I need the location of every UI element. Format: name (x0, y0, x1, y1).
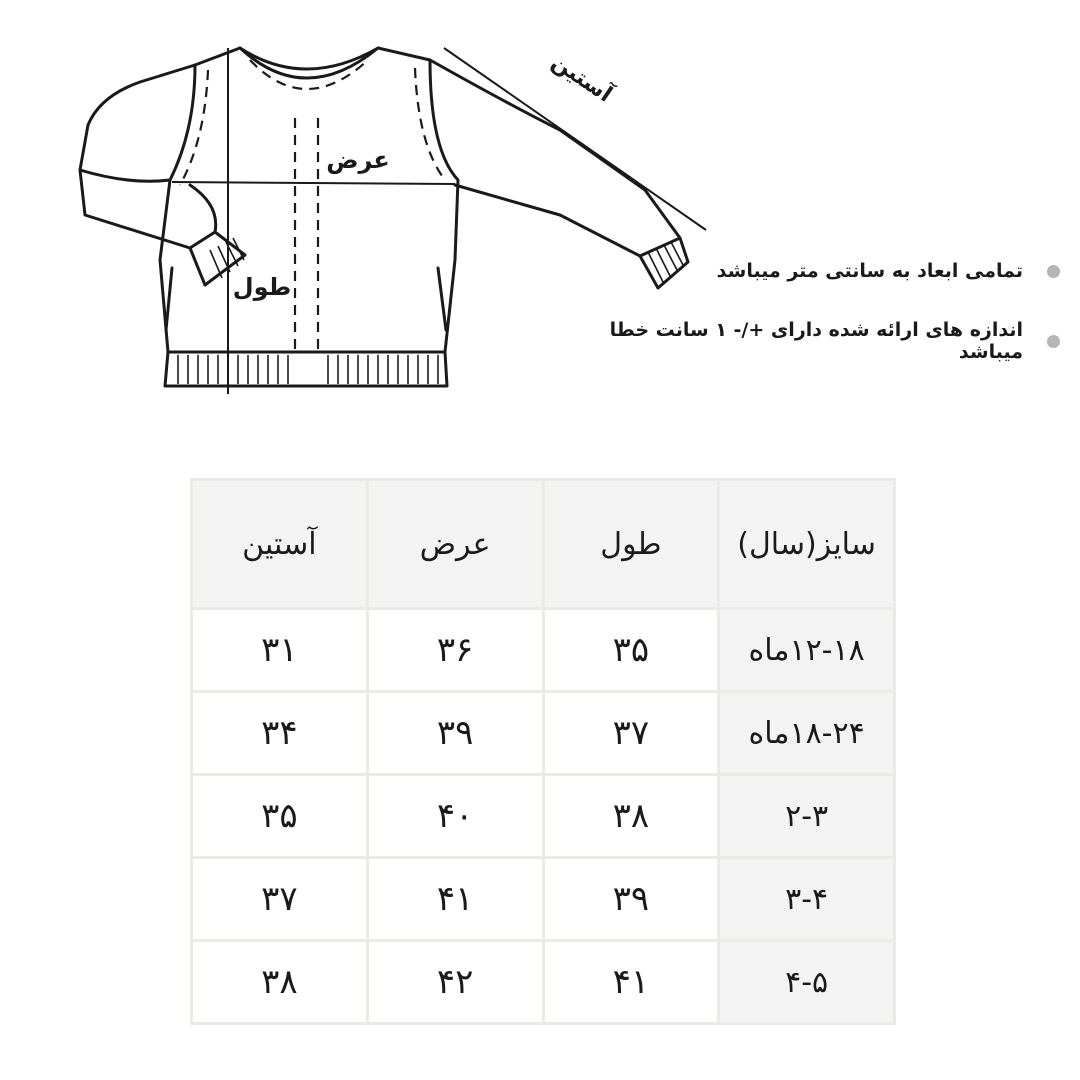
width-cell: ۴۰ (367, 775, 543, 858)
bullet-icon (1047, 335, 1060, 348)
width-label: عرض (326, 146, 390, 174)
table-row (192, 775, 895, 858)
header-sleeve: آستین (192, 480, 368, 609)
width-cell: ۳۹ (367, 692, 543, 775)
table-row (192, 941, 895, 1024)
table-header-row (192, 480, 895, 609)
header-size: سایز(سال) (719, 480, 895, 609)
note-text: اندازه های ارائه شده دارای +/- ۱ سانت خطا میباشد (609, 319, 1023, 363)
bullet-icon (1047, 265, 1060, 278)
sleeve-cell: ۳۱ (192, 609, 368, 692)
width-cell: ۳۶ (367, 609, 543, 692)
note-item (560, 320, 1060, 362)
table-row (192, 858, 895, 941)
length-label: طول (232, 273, 292, 301)
length-cell: ۳۷ (543, 692, 719, 775)
sleeve-label: آستین (546, 49, 617, 108)
size-cell: ۲-۳ (719, 775, 895, 858)
sleeve-cell: ۳۷ (192, 858, 368, 941)
header-width: عرض (367, 480, 543, 609)
length-cell: ۳۵ (543, 609, 719, 692)
note-text: تمامی ابعاد به سانتی متر میباشد (716, 260, 1023, 282)
width-cell: ۴۱ (367, 858, 543, 941)
size-cell: ۳-۴ (719, 858, 895, 941)
sleeve-cell: ۳۵ (192, 775, 368, 858)
length-cell: ۳۹ (543, 858, 719, 941)
size-cell: ۴-۵ (719, 941, 895, 1024)
length-cell: ۴۱ (543, 941, 719, 1024)
width-cell: ۴۲ (367, 941, 543, 1024)
sleeve-cell: ۳۴ (192, 692, 368, 775)
size-table (190, 478, 896, 1025)
size-cell: ۱۲-۱۸ماه (719, 609, 895, 692)
size-cell: ۱۸-۲۴ماه (719, 692, 895, 775)
table-row (192, 692, 895, 775)
notes-list (560, 250, 1060, 390)
width-measure-line (172, 182, 455, 184)
table-row (192, 609, 895, 692)
jacket-stitching (180, 60, 445, 350)
note-item (560, 250, 1060, 292)
length-cell: ۳۸ (543, 775, 719, 858)
sleeve-cell: ۳۸ (192, 941, 368, 1024)
header-length: طول (543, 480, 719, 609)
